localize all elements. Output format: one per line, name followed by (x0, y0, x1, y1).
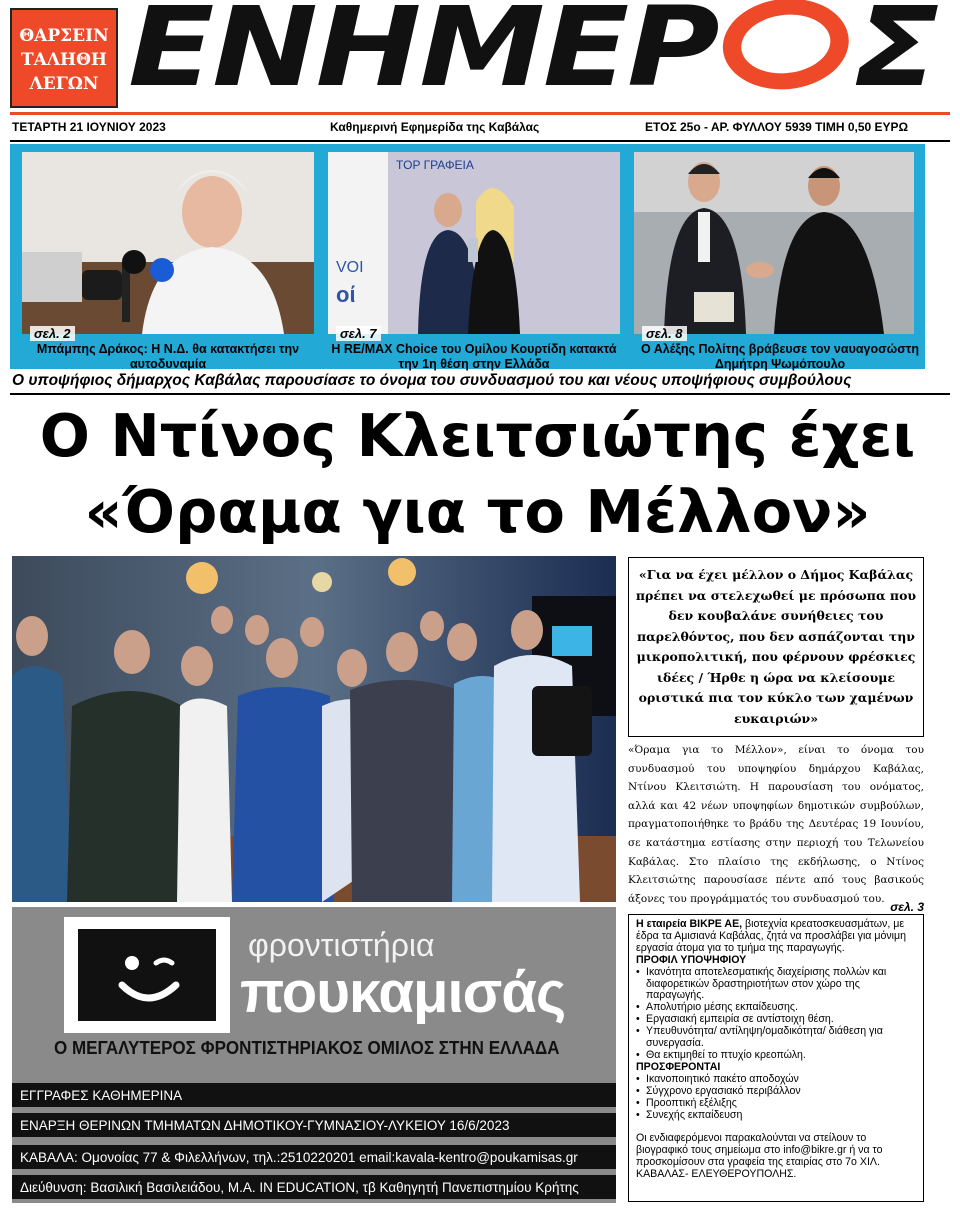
motto-line: ΛΕΓΩΝ (29, 74, 99, 94)
story-photo-politis (634, 152, 926, 334)
list-item: • Υπευθυνότητα/ αντίληψη/ομαδικότητα/ διάθεση για συνεργασία. (636, 1026, 916, 1050)
story-page-ref: σελ. 2 (30, 326, 75, 341)
job-offers-list (636, 1074, 916, 1122)
motto-line: ΤΑΛΗΘΗ (21, 50, 107, 70)
ad-brand-top: φροντιστήρια (248, 927, 435, 963)
story-politis[interactable] (634, 152, 926, 371)
logo-o-ring (714, 0, 857, 98)
headline-line-2: «Όραμα για το Μέλλον» (84, 477, 871, 546)
masthead-motto (10, 8, 118, 108)
story-drakos[interactable] (22, 152, 314, 371)
motto-line: ΘΑΡΣΕΙΝ (19, 26, 109, 46)
job-intro (636, 919, 916, 955)
logo-text-right: Σ (853, 0, 938, 111)
advertisement-poukamisas[interactable] (12, 907, 616, 1203)
svg-text:VOI: VOI (336, 259, 364, 276)
smiley-icon (78, 929, 216, 1021)
tagline: Καθημερινή Εφημερίδα της Καβάλας (330, 120, 540, 134)
article-body (628, 741, 924, 914)
kicker-rule (10, 393, 950, 395)
job-offers-title: ΠΡΟΣΦΕΡΟΝΤΑΙ (636, 1060, 721, 1073)
top-stories-strip (10, 144, 925, 369)
story-photo-remax (328, 152, 620, 334)
ad-brand-main: πουκαμισάς (240, 960, 566, 1025)
issue-number: ΕΤΟΣ 25ο - ΑΡ. ΦΥΛΛΟΥ 5939 ΤΙΜΗ 0,50 ΕΥΡΩ (645, 120, 909, 134)
story-caption: Η RE/MAX Choice του Ομίλου Κουρτίδη κατακτά την 1η θέση στην Ελλάδα (331, 342, 617, 371)
job-profile-title: ΠΡΟΦΙΛ ΥΠΟΨΗΦΙΟΥ (636, 953, 747, 966)
story-photo-text: TOP ΓΡΑΦΕΙΑ (396, 158, 474, 172)
list-item: • Απολυτήριο μέσης εκπαίδευσης. (636, 1002, 916, 1014)
list-item: • Συνεχής εκπαίδευση (636, 1110, 916, 1122)
article-text: «Όραμα για το Μέλλον», είναι το όνομα του συνδυασμού του υποψηφίου δημάρχου Καβάλας, Ντίνου Κλειτσιώτη. Η παρουσίαση του ονόματος, αλλά και 42 νέων υποψηφίων δημοτικών συμβούλων, πραγματοποιήθηκε το βράδυ της Δευτέρας 19 Ιουνίου, σε κατάστημα εστίασης στην περιοχή του Τελωνείου Καβάλας. Στο πλαίσιο της εκδήλωσης, ο Ντίνος Κλειτσιώτης παρουσίασε πέντε από τους βασικούς άξονες του προγράμματός του συνδυασμού του. (628, 744, 924, 905)
pull-quote: «Για να έχει μέλλον ο Δήμος Καβάλας πρέπει να στελεχωθεί με πρόσωπα που δεν κουβαλάνε συνήθειες του παρελθόντος, που δεν ασπάζονται την μικροπολιτική, που φέρνουν φρέσκιες ιδέες / Ήρθε η ώρα να κλείσουμε οριστικά πια τον κύκλο των χαμένων ευκαιριών» (628, 557, 924, 737)
info-rule (10, 140, 950, 142)
ad-info-row: ΚΑΒΑΛΑ: Ομονοίας 77 & Φιλελλήνων, τηλ.:2510220201 email:kavala-kentro@poukamisas.gr (12, 1145, 616, 1171)
list-item: • Εργασιακή εμπειρία σε αντίστοιχη θέση. (636, 1014, 916, 1026)
headline-line-1: Ο Ντίνος Κλειτσιώτης έχει (39, 401, 916, 470)
main-headline (10, 398, 945, 550)
list-item: • Προοπτική εξέλιξης (636, 1098, 916, 1110)
issue-date: ΤΕΤΑΡΤΗ 21 ΙΟΥΝΙΟΥ 2023 (12, 120, 166, 134)
headline-kicker: Ο υποψήφιος δήμαρχος Καβάλας παρουσίασε το όνομα του συνδυασμού του και νέους υποψήφιους συμβούλους (12, 372, 852, 389)
main-story-photo (12, 556, 616, 902)
logo-text-left: ΕΝΗΜΕΡ (128, 0, 718, 111)
list-item: • Ικανοποιητικό πακέτο αποδοχών (636, 1074, 916, 1086)
article-page-ref: σελ. 3 (890, 900, 924, 914)
ad-logo (64, 917, 230, 1033)
story-caption: Ο Αλέξης Πολίτης βράβευσε τον ναυαγοσώστη Δημήτρη Ψωμόπουλο (641, 342, 919, 371)
list-item: • Ικανότητα αποτελεσματικής διαχείρισης πολλών και διαφορετικών δραστηριοτήτων στον χώρο της παραγωγής. (636, 967, 916, 1003)
story-photo-drakos (22, 152, 314, 334)
masthead (10, 0, 950, 116)
list-item: • Θα εκτιμηθεί το πτυχίο κρεοπώλη. (636, 1050, 916, 1062)
job-company: Η εταιρεία ΒΙΚΡΕ ΑΕ, (636, 918, 743, 930)
ad-slogan: Ο ΜΕΓΑΛΥΤΕΡΟΣ ΦΡΟΝΤΙΣΤΗΡΙΑΚΟΣ ΟΜΙΛΟΣ ΣΤΗΝ ΕΛΛΑΔΑ (54, 1037, 560, 1058)
story-page-ref: σελ. 8 (642, 326, 687, 341)
list-item: • Σύγχρονο εργασιακό περιβάλλον (636, 1086, 916, 1098)
ad-info-row: ΕΝΑΡΞΗ ΘΕΡΙΝΩΝ ΤΜΗΜΑΤΩΝ ΔΗΜΟΤΙΚΟΥ-ΓΥΜΝΑΣΙΟΥ-ΛΥΚΕΙΟΥ 16/6/2023 (12, 1113, 616, 1139)
job-advertisement (628, 914, 924, 1202)
job-profile-list (636, 967, 916, 1062)
masthead-rule (10, 112, 950, 115)
svg-text:οί: οί (336, 282, 356, 307)
newspaper-logo (128, 0, 938, 111)
ad-info-row: ΕΓΓΡΑΦΕΣ ΚΑΘΗΜΕΡΙΝΑ (12, 1083, 616, 1109)
story-caption: Μπάμπης Δράκος: Η Ν.Δ. θα κατακτήσει την αυτοδυναμία (36, 342, 300, 371)
job-footer: Οι ενδιαφερόμενοι παρακαλούνται να στείλουν το βιογραφικό τους σημείωμα στο info@bikre.gr ή να το προσκομίσουν στα γραφεία της εταιρίας στο 7ο ΧΙΛ. ΚΑΒΑΛΑΣ- ΕΛΕΥΘΕΡΟΥΠΟΛΗΣ. (636, 1132, 883, 1181)
ad-info-row: Διεύθυνση: Βασιλική Βασιλειάδου, Μ.Α. IN EDUCATION, τβ Καθηγητή Πανεπιστημίου Κρήτης (12, 1175, 616, 1201)
info-bar (10, 118, 950, 138)
story-remax[interactable] (328, 152, 620, 371)
job-intro-text: βιοτεχνία κρεατοσκευασμάτων, με έδρα τα Αμισιανά Καβάλας, ζητά να προσλάβει για μόνιμη εργασία άτομα για το τμήμα της παραγωγής. (636, 918, 907, 954)
story-page-ref: σελ. 7 (336, 326, 381, 341)
